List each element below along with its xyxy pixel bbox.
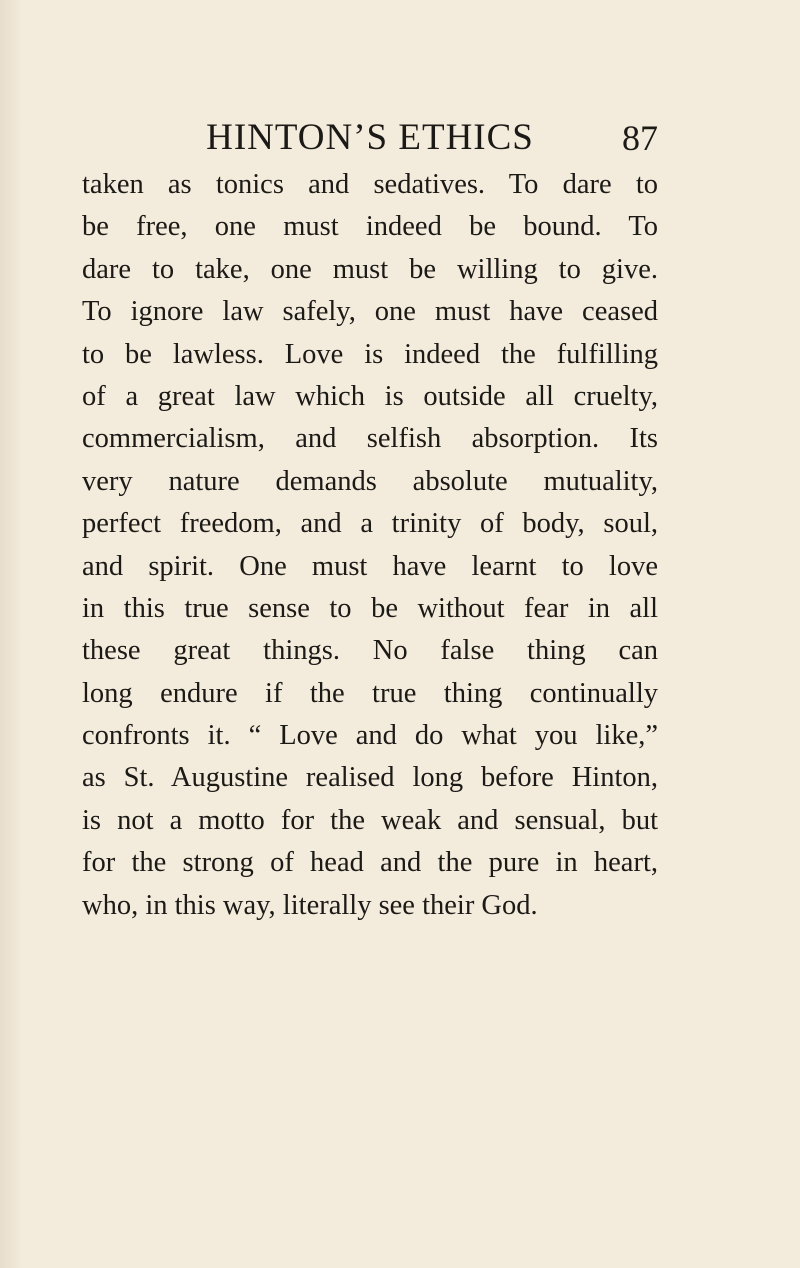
running-title: HINTON’S ETHICS — [206, 117, 534, 158]
text-line-17: for the strong of head and the pure in heart, — [82, 847, 658, 879]
running-head — [82, 116, 658, 160]
text-line-18: who, in this way, literally see their God. — [82, 889, 538, 921]
text-line-15: as St. Augustine realised long before Hinton, — [82, 762, 658, 794]
page-number: 87 — [622, 118, 658, 158]
text-line-8: very nature demands absolute mutuality, — [82, 465, 658, 497]
text-line-13: long endure if the true thing continually — [82, 677, 658, 709]
text-line-5: to be lawless. Love is indeed the fulfilling — [82, 338, 658, 370]
text-line-16: is not a motto for the weak and sensual, but — [82, 804, 658, 836]
text-line-7: commercialism, and selfish absorption. Its — [82, 423, 658, 455]
text-line-9: perfect freedom, and a trinity of body, soul, — [82, 508, 658, 540]
text-line-4: To ignore law safely, one must have ceased — [82, 296, 658, 328]
body-paragraph — [82, 164, 658, 927]
text-line-6: of a great law which is outside all cruelty, — [82, 380, 658, 412]
text-line-11: in this true sense to be without fear in all — [82, 592, 658, 624]
text-line-14: confronts it. “ Love and do what you like,” — [82, 720, 658, 752]
text-line-1: taken as tonics and sedatives. To dare to — [82, 169, 658, 200]
text-line-10: and spirit. One must have learnt to love — [82, 550, 658, 582]
text-line-12: these great things. No false thing can — [82, 635, 658, 667]
page-edge-shading — [0, 0, 22, 1268]
text-line-2: be free, one must indeed be bound. To — [82, 211, 658, 243]
text-line-3: dare to take, one must be willing to give. — [82, 253, 658, 285]
